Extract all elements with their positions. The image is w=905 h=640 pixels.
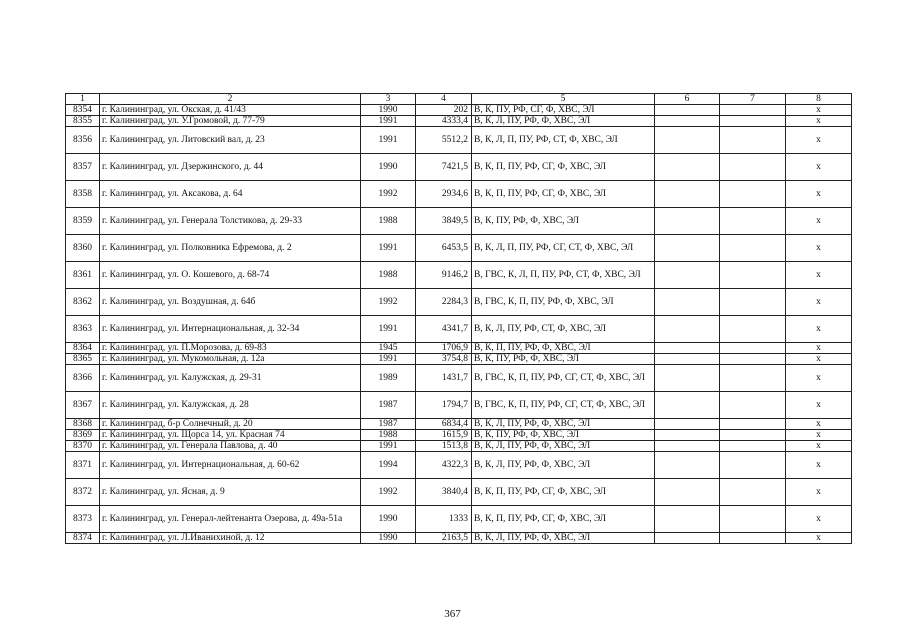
row-address: г. Калининград, ул. Окская, д. 41/43 <box>100 105 361 116</box>
row-mark: х <box>786 208 852 235</box>
row-year: 1991 <box>361 354 416 365</box>
row-year: 1990 <box>361 154 416 181</box>
row-year: 1991 <box>361 116 416 127</box>
row-col-6 <box>655 354 720 365</box>
row-year: 1994 <box>361 452 416 479</box>
row-mark: х <box>786 506 852 533</box>
row-address: г. Калининград, ул. О. Кошевого, д. 68-74 <box>100 262 361 289</box>
row-address: г. Калининград, ул. Ясная, д. 9 <box>100 479 361 506</box>
table-row <box>66 235 852 262</box>
row-equipment: В, К, Л, ПУ, РФ, Ф, ХВС, ЭЛ <box>472 116 655 127</box>
row-col-7 <box>720 181 786 208</box>
table-row <box>66 365 852 392</box>
row-address: г. Калининград, ул. Генерала Павлова, д. 40 <box>100 441 361 452</box>
header-col-5: 5 <box>472 94 655 105</box>
row-mark: х <box>786 262 852 289</box>
row-mark: х <box>786 105 852 116</box>
row-number: 8368 <box>66 419 100 430</box>
row-area: 2284,3 <box>416 289 472 316</box>
row-col-7 <box>720 116 786 127</box>
row-number: 8364 <box>66 343 100 354</box>
row-address: г. Калининград, ул. Калужская, д. 28 <box>100 392 361 419</box>
table-row <box>66 343 852 354</box>
row-mark: х <box>786 441 852 452</box>
row-col-7 <box>720 154 786 181</box>
row-col-7 <box>720 127 786 154</box>
row-col-7 <box>720 289 786 316</box>
row-col-6 <box>655 154 720 181</box>
row-mark: х <box>786 316 852 343</box>
row-equipment: В, ГВС, К, Л, П, ПУ, РФ, СТ, Ф, ХВС, ЭЛ <box>472 262 655 289</box>
header-col-6: 6 <box>655 94 720 105</box>
row-col-7 <box>720 419 786 430</box>
row-mark: х <box>786 343 852 354</box>
row-col-7 <box>720 208 786 235</box>
row-equipment: В, ГВС, К, П, ПУ, РФ, СГ, СТ, Ф, ХВС, ЭЛ <box>472 365 655 392</box>
row-mark: х <box>786 430 852 441</box>
row-col-6 <box>655 441 720 452</box>
table-row <box>66 430 852 441</box>
row-col-6 <box>655 208 720 235</box>
row-col-7 <box>720 343 786 354</box>
row-address: г. Калининград, б-р Солнечный, д. 20 <box>100 419 361 430</box>
row-col-7 <box>720 441 786 452</box>
row-equipment: В, К, ПУ, РФ, Ф, ХВС, ЭЛ <box>472 208 655 235</box>
row-number: 8354 <box>66 105 100 116</box>
register-table <box>65 93 852 544</box>
row-area: 4322,3 <box>416 452 472 479</box>
row-address: г. Калининград, ул. Аксакова, д. 64 <box>100 181 361 208</box>
header-col-8: 8 <box>786 94 852 105</box>
row-address: г. Калининград, ул. Интернациональная, д. 60-62 <box>100 452 361 479</box>
row-mark: х <box>786 289 852 316</box>
row-equipment: В, ГВС, К, П, ПУ, РФ, СГ, СТ, Ф, ХВС, ЭЛ <box>472 392 655 419</box>
row-mark: х <box>786 181 852 208</box>
row-number: 8362 <box>66 289 100 316</box>
row-area: 1513,8 <box>416 441 472 452</box>
row-year: 1989 <box>361 365 416 392</box>
row-year: 1991 <box>361 441 416 452</box>
row-address: г. Калининград, ул. Л.Иванихиной, д. 12 <box>100 533 361 544</box>
row-mark: х <box>786 452 852 479</box>
row-col-7 <box>720 235 786 262</box>
table-row <box>66 452 852 479</box>
row-area: 6834,4 <box>416 419 472 430</box>
row-area: 4333,4 <box>416 116 472 127</box>
row-col-6 <box>655 289 720 316</box>
row-year: 1991 <box>361 316 416 343</box>
row-year: 1988 <box>361 262 416 289</box>
table-row <box>66 479 852 506</box>
table-row <box>66 127 852 154</box>
row-address: г. Калининград, ул. Воздушная, д. 64б <box>100 289 361 316</box>
row-mark: х <box>786 235 852 262</box>
header-col-2: 2 <box>100 94 361 105</box>
row-address: г. Калининград, ул. Щорса 14, ул. Красная 74 <box>100 430 361 441</box>
row-year: 1945 <box>361 343 416 354</box>
row-year: 1987 <box>361 392 416 419</box>
row-area: 202 <box>416 105 472 116</box>
row-area: 2934,6 <box>416 181 472 208</box>
table-row <box>66 506 852 533</box>
row-number: 8374 <box>66 533 100 544</box>
row-mark: х <box>786 392 852 419</box>
row-col-7 <box>720 479 786 506</box>
row-col-7 <box>720 506 786 533</box>
header-col-7: 7 <box>720 94 786 105</box>
row-col-6 <box>655 392 720 419</box>
row-col-6 <box>655 235 720 262</box>
row-mark: х <box>786 127 852 154</box>
row-equipment: В, К, Л, ПУ, РФ, Ф, ХВС, ЭЛ <box>472 452 655 479</box>
row-number: 8359 <box>66 208 100 235</box>
row-col-6 <box>655 127 720 154</box>
header-col-1: 1 <box>66 94 100 105</box>
row-year: 1990 <box>361 506 416 533</box>
row-col-6 <box>655 181 720 208</box>
table-row <box>66 181 852 208</box>
table-row <box>66 533 852 544</box>
header-col-4: 4 <box>416 94 472 105</box>
row-col-6 <box>655 479 720 506</box>
table-row <box>66 316 852 343</box>
row-equipment: В, К, П, ПУ, РФ, СГ, Ф, ХВС, ЭЛ <box>472 506 655 533</box>
row-area: 7421,5 <box>416 154 472 181</box>
row-equipment: В, К, ПУ, РФ, Ф, ХВС, ЭЛ <box>472 430 655 441</box>
table-row <box>66 354 852 365</box>
row-number: 8360 <box>66 235 100 262</box>
row-col-6 <box>655 452 720 479</box>
row-address: г. Калининград, ул. Полковника Ефремова, д. 2 <box>100 235 361 262</box>
row-address: г. Калининград, ул. Генерала Толстикова, д. 29-33 <box>100 208 361 235</box>
row-mark: х <box>786 419 852 430</box>
row-col-6 <box>655 506 720 533</box>
row-mark: х <box>786 116 852 127</box>
row-col-7 <box>720 262 786 289</box>
row-col-7 <box>720 365 786 392</box>
row-year: 1992 <box>361 181 416 208</box>
row-number: 8363 <box>66 316 100 343</box>
row-mark: х <box>786 365 852 392</box>
row-address: г. Калининград, ул. Интернациональная, д. 32-34 <box>100 316 361 343</box>
row-area: 1615,9 <box>416 430 472 441</box>
row-address: г. Калининград, ул. У.Громовой, д. 77-79 <box>100 116 361 127</box>
table-row <box>66 419 852 430</box>
row-equipment: В, К, ПУ, РФ, Ф, ХВС, ЭЛ <box>472 354 655 365</box>
row-year: 1988 <box>361 208 416 235</box>
row-col-7 <box>720 354 786 365</box>
row-col-6 <box>655 316 720 343</box>
page-number: 367 <box>444 608 461 620</box>
table-row <box>66 105 852 116</box>
row-equipment: В, К, П, ПУ, РФ, СГ, Ф, ХВС, ЭЛ <box>472 479 655 506</box>
row-area: 2163,5 <box>416 533 472 544</box>
table-row <box>66 262 852 289</box>
row-number: 8358 <box>66 181 100 208</box>
row-equipment: В, К, П, ПУ, РФ, СГ, Ф, ХВС, ЭЛ <box>472 181 655 208</box>
row-equipment: В, К, Л, ПУ, РФ, Ф, ХВС, ЭЛ <box>472 419 655 430</box>
row-year: 1991 <box>361 235 416 262</box>
row-area: 9146,2 <box>416 262 472 289</box>
row-address: г. Калининград, ул. П.Морозова, д. 69-83 <box>100 343 361 354</box>
row-equipment: В, К, Л, ПУ, РФ, Ф, ХВС, ЭЛ <box>472 533 655 544</box>
row-address: г. Калининград, ул. Дзержинского, д. 44 <box>100 154 361 181</box>
row-number: 8370 <box>66 441 100 452</box>
row-equipment: В, К, Л, П, ПУ, РФ, СТ, Ф, ХВС, ЭЛ <box>472 127 655 154</box>
row-area: 6453,5 <box>416 235 472 262</box>
row-area: 1333 <box>416 506 472 533</box>
row-col-6 <box>655 105 720 116</box>
row-equipment: В, К, Л, П, ПУ, РФ, СГ, СТ, Ф, ХВС, ЭЛ <box>472 235 655 262</box>
row-number: 8366 <box>66 365 100 392</box>
row-year: 1988 <box>361 430 416 441</box>
row-col-6 <box>655 533 720 544</box>
table-row <box>66 208 852 235</box>
table-row <box>66 116 852 127</box>
row-area: 1706,9 <box>416 343 472 354</box>
row-area: 4341,7 <box>416 316 472 343</box>
row-equipment: В, К, П, ПУ, РФ, Ф, ХВС, ЭЛ <box>472 343 655 354</box>
row-year: 1987 <box>361 419 416 430</box>
row-year: 1990 <box>361 105 416 116</box>
row-mark: х <box>786 354 852 365</box>
row-number: 8365 <box>66 354 100 365</box>
row-number: 8355 <box>66 116 100 127</box>
row-col-7 <box>720 452 786 479</box>
row-equipment: В, К, Л, ПУ, РФ, Ф, ХВС, ЭЛ <box>472 441 655 452</box>
row-mark: х <box>786 533 852 544</box>
row-col-7 <box>720 392 786 419</box>
table-row <box>66 289 852 316</box>
column-number-row <box>66 94 852 105</box>
row-col-6 <box>655 419 720 430</box>
row-number: 8356 <box>66 127 100 154</box>
row-number: 8373 <box>66 506 100 533</box>
row-year: 1990 <box>361 533 416 544</box>
row-equipment: В, К, П, ПУ, РФ, СГ, Ф, ХВС, ЭЛ <box>472 154 655 181</box>
row-year: 1991 <box>361 127 416 154</box>
row-col-6 <box>655 430 720 441</box>
row-number: 8371 <box>66 452 100 479</box>
row-area: 1431,7 <box>416 365 472 392</box>
row-equipment: В, ГВС, К, П, ПУ, РФ, Ф, ХВС, ЭЛ <box>472 289 655 316</box>
row-year: 1992 <box>361 289 416 316</box>
row-address: г. Калининград, ул. Литовский вал, д. 23 <box>100 127 361 154</box>
row-col-7 <box>720 533 786 544</box>
table-row <box>66 441 852 452</box>
row-address: г. Калининград, ул. Мукомольная, д. 12а <box>100 354 361 365</box>
row-area: 1794,7 <box>416 392 472 419</box>
row-number: 8357 <box>66 154 100 181</box>
row-col-6 <box>655 365 720 392</box>
row-col-6 <box>655 262 720 289</box>
row-area: 3849,5 <box>416 208 472 235</box>
row-area: 3754,8 <box>416 354 472 365</box>
row-col-7 <box>720 105 786 116</box>
row-area: 5512,2 <box>416 127 472 154</box>
row-mark: х <box>786 154 852 181</box>
row-year: 1992 <box>361 479 416 506</box>
table-row <box>66 154 852 181</box>
row-mark: х <box>786 479 852 506</box>
row-number: 8361 <box>66 262 100 289</box>
row-equipment: В, К, ПУ, РФ, СГ, Ф, ХВС, ЭЛ <box>472 105 655 116</box>
row-address: г. Калининград, ул. Калужская, д. 29-31 <box>100 365 361 392</box>
row-col-7 <box>720 316 786 343</box>
row-col-6 <box>655 116 720 127</box>
row-number: 8367 <box>66 392 100 419</box>
row-number: 8372 <box>66 479 100 506</box>
row-area: 3840,4 <box>416 479 472 506</box>
header-col-3: 3 <box>361 94 416 105</box>
row-number: 8369 <box>66 430 100 441</box>
table-row <box>66 392 852 419</box>
row-equipment: В, К, Л, ПУ, РФ, СТ, Ф, ХВС, ЭЛ <box>472 316 655 343</box>
table-body <box>66 105 852 544</box>
row-col-7 <box>720 430 786 441</box>
row-address: г. Калининград, ул. Генерал-лейтенанта Озерова, д. 49а-51а <box>100 506 361 533</box>
row-col-6 <box>655 343 720 354</box>
